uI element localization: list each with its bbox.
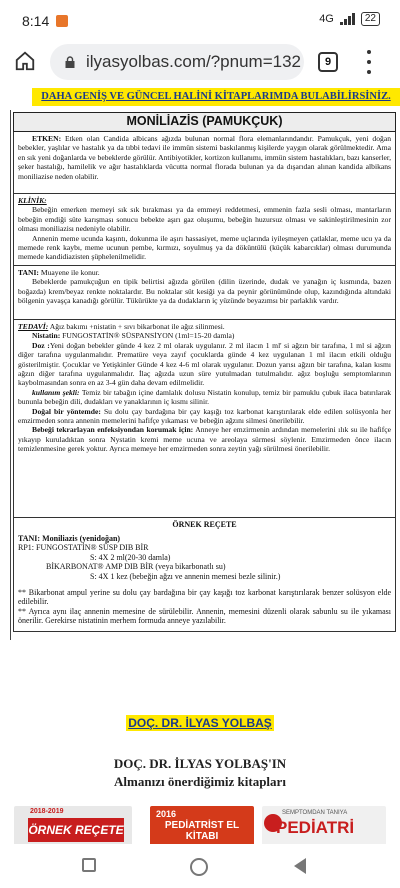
book-year: 2016: [156, 809, 177, 819]
dogal-label: Doğal bir yöntemde:: [32, 406, 101, 416]
book-subtitle: SEMPTOMDAN TANIYA: [282, 810, 348, 816]
etken-label: ETKEN:: [32, 134, 62, 143]
klinik-label: KLİNİK:: [18, 196, 47, 205]
network-label: 4G: [319, 13, 334, 25]
kullanim-label: kullanım şekli:: [32, 387, 80, 397]
dogal-text: Su dolu çay bardağına bir çay kaşığı toz karbonat karıştırılarak elde edilen solüsyonla her emzirmeden sonra annenin memelerini hafifçe yıkaması ve bebeğin ağzını silmesi önerilebilir.: [18, 406, 391, 426]
status-right: [319, 12, 380, 26]
author-link-row: [0, 714, 400, 732]
klinik-paragraph-2: Annenin meme ucunda kaşıntı, dokunma ile aşırı hassasiyet, meme uçlarında iyileşmeyen çatlaklar, meme ucu ya da memede renk kaybı, meme ucunun pembe, kırmızı, soyulmuş ya da döküntülü (küçük kabarcıklar) olması durumunda memede kandidiazisten şüphelenilmelidir.: [18, 233, 391, 262]
tekrar-label: Bebeği tekrarlayan enfeksiyondan korumak için:: [32, 425, 194, 435]
book-cover-pediatri[interactable]: [262, 806, 386, 844]
ornek-bik: BİKARBONAT® AMP DIB BİR (veya bikarbonatlı su): [46, 562, 226, 572]
ornek-rp1-s: S: 4X 2 ml(20-30 damla): [90, 552, 171, 562]
promo-banner[interactable]: DAHA GENİŞ VE GÜNCEL HALİNİ KİTAPLARIMDA BULABİLİRSİNİZ.: [32, 88, 400, 106]
book-year: 2018-2019: [30, 808, 64, 815]
section-tedavi: [13, 320, 396, 518]
section-klinik: [13, 194, 396, 266]
etken-text: Etken olan Candida albicans ağızda bulunan normal flora elemanlarındandır. Pamukçuk, yeni doğan bebekler, yaşlılar ve hastalık ya da tıbbi tedavi ile immün sistemi baskılanmış kişilerde yaygın olarak görülmektedir. Ama en sık yeni doğanlarda ve bebeklerde görülür. Antibiyotikler, kortizon kullanımı, immün sistem hastalıkları, bazı kanserler, şeker hastalığı, hamilelik ve ağır hastalıklarda vücutta normal florada bulunan ya da dışarıdan alınan kandida albikans moniliazise neden olabilir.: [18, 134, 391, 181]
kullanim-text: Temiz bir tabağın içine damlalık dolusu Nistatin konulup, temiz bir pamuklu çubuk ilaca batırılarak bununla bebeğin dili, dudakları ve yanaklarının iç kısmı silinir.: [18, 387, 392, 407]
books-title: DOÇ. DR. İLYAS YOLBAŞ'IN: [113, 756, 287, 771]
ornek-note-2: ** Ayrıca aynı ilaç annenin memesine de sürülebilir. Annenin, memesini düzenli olarak sabunlu su ile yıkaması önerilir. Gerekirse nistatinin merhem formuda anneye yazılabilir.: [18, 606, 391, 626]
home-button[interactable]: [190, 858, 208, 876]
system-nav-bar: [0, 844, 400, 888]
notification-icon: [56, 15, 68, 27]
signal-icon: [340, 13, 355, 25]
lock-icon: [64, 56, 76, 68]
tedavi-lead: Ağız bakımı +nistatin + sıvı bikarbonat ile ağız silinmesi.: [49, 322, 225, 331]
nistatin-label: Nistatin:: [32, 331, 61, 341]
book-title: ÖRNEK REÇETE: [28, 818, 124, 842]
author-name-link[interactable]: DOÇ. DR. İLYAS YOLBAŞ: [128, 716, 272, 730]
ornek-note-1: ** Bikarbonat ampul yerine su dolu çay bardağına bir çay kaşığı toz karbonat karıştırılarak benzer solüsyon elde edilebilir.: [18, 587, 391, 607]
book-cover-ornek-recete[interactable]: [14, 806, 132, 844]
klinik-paragraph-1: Bebeğin emerken memeyi sık sık bırakması ya da emmeyi reddetmesi, emmenin fazla sesli olması, mantarların bebeğin emdiği süte karışması sonucu bebekte aşırı gaz oluşumu, bebeğin huzursuz olması ve sakinleştirilmesinin zor olması moniliazisı nedeniyle olabilir.: [18, 205, 391, 234]
book-title: PEDİATRİ: [276, 818, 355, 837]
doz-label: Doz :: [32, 340, 50, 350]
section-tani: [13, 266, 396, 320]
status-time: 8:14: [22, 13, 50, 29]
document-image: [10, 110, 398, 640]
books-subtitle: Almanızı önerdiğimiz kitapları: [114, 774, 286, 789]
browser-toolbar: [0, 40, 400, 84]
section-ornek-recete: [13, 518, 396, 632]
nistatin-text: FUNGOSTATİN® SÜSPANSİYON (1ml=15-20 damla): [62, 331, 235, 341]
document-title: MONİLİAZİS (PAMUKÇUK): [13, 112, 396, 132]
book-cover-pediatrist[interactable]: [150, 806, 254, 844]
url-text: ilyasyolbas.com/?pnum=132: [86, 52, 301, 71]
tani-lead: Muayene ile konur.: [40, 268, 100, 277]
ornek-tani: TANI: Moniliazis (yenidoğan): [18, 533, 121, 543]
battery-icon: 22: [361, 12, 380, 26]
section-etken: [13, 132, 396, 194]
doz-text: Yeni doğan bebekler günde 4 kez 2 ml olarak uygulanır. 2 ml ilacın 1 ml' si ağzın bir tarafına, 1 ml si ağzın diğer tarafına uygulanmalıdır. Prematüre veya zayıf çocuklarda günde 4 kez uygulanan 1 ml ilacın etkili olduğu gösterilmiştir. Çocuklar ve Yetişkinler Günde 4 kez 4-6 ml olarak uygulanır. Dozun yarısı ağzın bir tarafına, kalan kısmı ağzın diğer tarafına uygulanmalıdır. İlaç ağızda uzun süre yutulmadan tutulmalıdır. ağız boşluğu semptomlarının kaybolmasından sonra en az 3-4 gün daha devam edilmelidir.: [18, 340, 391, 388]
book-list: [0, 800, 400, 844]
home-icon[interactable]: [14, 50, 36, 72]
ornek-bik-s: S: 4X 1 kez (bebeğin ağzı ve annenin memesi bezle silinir.): [90, 571, 281, 581]
web-content[interactable]: [0, 84, 400, 844]
tani-text: Bebeklerde pamukçuğun en tipik belirtisi ağızda görülen (dilin üzerinde, dudak ve yanağın iç kısmında, bazen boğazda) krem/beyaz renkte noktalardır. Bu noktalar süt kesiği ya da peynir görünümünde olup, kazındığında altındaki bölgenin yavaşça kanadığı görülür. Tükürükte ya da dudakların iç yüzünde beyazımsı bir parlaklık vardır.: [18, 277, 391, 306]
tekrar-text: Anneye her emzirmenin ardından memelerini ılık su ile hafifçe yıkayıp kuruladıktan sonra Nystatin kremi meme ucuna ve areolaya sürmesi söylenir. Emzirmeden önce ilacın temizlenmesine gerek yoktur. Ayrıca memeye her emzirmeden sonra zeytin yağı sürülmesi önerilebilir.: [18, 425, 392, 454]
ornek-heading: ÖRNEK REÇETE: [172, 520, 237, 529]
ornek-rp1: RP1: FUNGOSTATİN® SÜSP DIB BİR: [18, 543, 149, 553]
book-title: PEDİATRİST EL KİTABI: [164, 820, 240, 842]
recents-button[interactable]: [82, 858, 96, 872]
tab-switcher-button[interactable]: 9: [318, 52, 338, 72]
status-bar: [0, 0, 400, 40]
overflow-menu-icon[interactable]: [366, 50, 372, 74]
tedavi-label: TEDAVİ:: [18, 322, 49, 331]
address-bar[interactable]: [50, 44, 304, 80]
back-button[interactable]: [294, 858, 306, 874]
tani-label: TANI:: [18, 268, 39, 277]
